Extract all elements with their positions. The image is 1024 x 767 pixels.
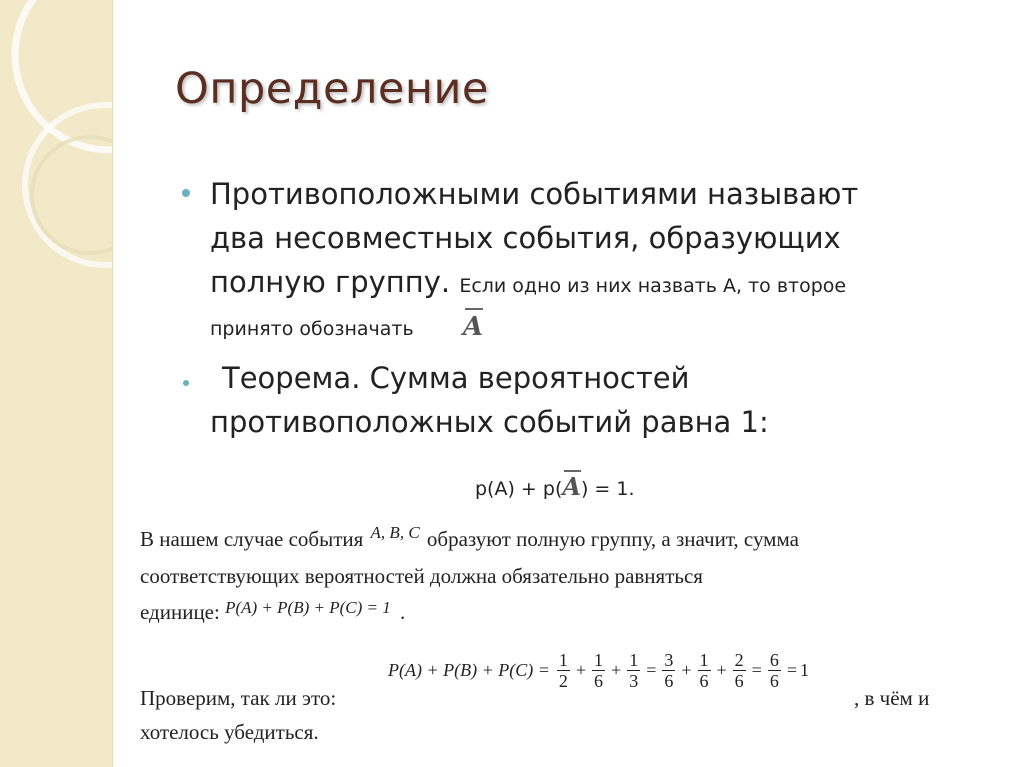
operator: + (716, 660, 727, 680)
fraction: $\frac{1}{2}$ (558, 650, 568, 691)
formula-right: ) = 1. (580, 478, 635, 500)
bullet-marker (182, 189, 190, 197)
events-abc: A, B, C (370, 523, 420, 542)
operator: = (786, 660, 797, 680)
paragraph1-line3: единице: (140, 600, 220, 624)
paragraph-line-3 (140, 600, 405, 625)
check-line-1: Проверим, так ли это: (140, 686, 337, 710)
operator: + (611, 660, 622, 680)
check-result: 1 (799, 660, 809, 680)
definition-line-3-main: полную группу. (210, 265, 451, 299)
operator: + (681, 660, 692, 680)
operator: = (751, 660, 762, 680)
probability-sum-formula (475, 472, 635, 501)
operator: + (575, 660, 587, 680)
bullet-theorem (210, 356, 990, 444)
definition-line-4 (210, 308, 990, 346)
formula-left: p(A) + p( (475, 478, 563, 500)
definition-line-1: Противоположными событиями называют (210, 177, 859, 211)
paragraph-line-1 (140, 523, 799, 552)
definition-line-4-small: принято обозначать (210, 318, 414, 340)
fraction: $\frac{1}{3}$ (629, 650, 639, 691)
fraction: $\frac{6}{6}$ (769, 650, 779, 691)
paragraph1-part1: В нашем случае события (140, 527, 364, 551)
fraction: $\frac{1}{6}$ (594, 650, 604, 691)
definition-line-3 (210, 260, 990, 308)
check-line-1-end: , в чём и (854, 686, 930, 710)
fraction: $\frac{1}{6}$ (699, 650, 709, 691)
decorative-left-strip (0, 0, 113, 767)
fraction: $\frac{3}{6}$ (664, 650, 674, 691)
theorem-line-1: Теорема. Сумма вероятностей (222, 361, 690, 395)
complement-a-symbol: A (562, 472, 581, 501)
definition-line-2: два несовместных события, образующих (210, 221, 841, 255)
slide-title: Определение (175, 64, 489, 114)
complement-a-symbol: A (462, 312, 484, 342)
decorative-circles (0, 0, 112, 767)
check-line-2: хотелось убедиться. (140, 720, 319, 744)
bullet-definition (210, 172, 990, 346)
check-equation (388, 650, 809, 691)
operator: = (646, 660, 657, 680)
fraction: $\frac{2}{6}$ (734, 650, 744, 691)
check-lhs: P(A) + P(B) + P(C) = (388, 660, 550, 680)
definition-line-3-small: Если одно из них назвать А, то второе (459, 275, 847, 297)
paragraph1-part2: образуют полную группу, а значит, сумма (426, 527, 799, 551)
sum-equals-one-equation: P(A) + P(B) + P(C) = 1 (225, 598, 391, 617)
bullet-marker (183, 380, 189, 386)
paragraph-line-2: соответствующих вероятностей должна обязательно равняться (140, 564, 703, 588)
theorem-line-2: противоположных событий равна 1: (210, 405, 769, 439)
paragraph1-period: . (400, 600, 406, 624)
